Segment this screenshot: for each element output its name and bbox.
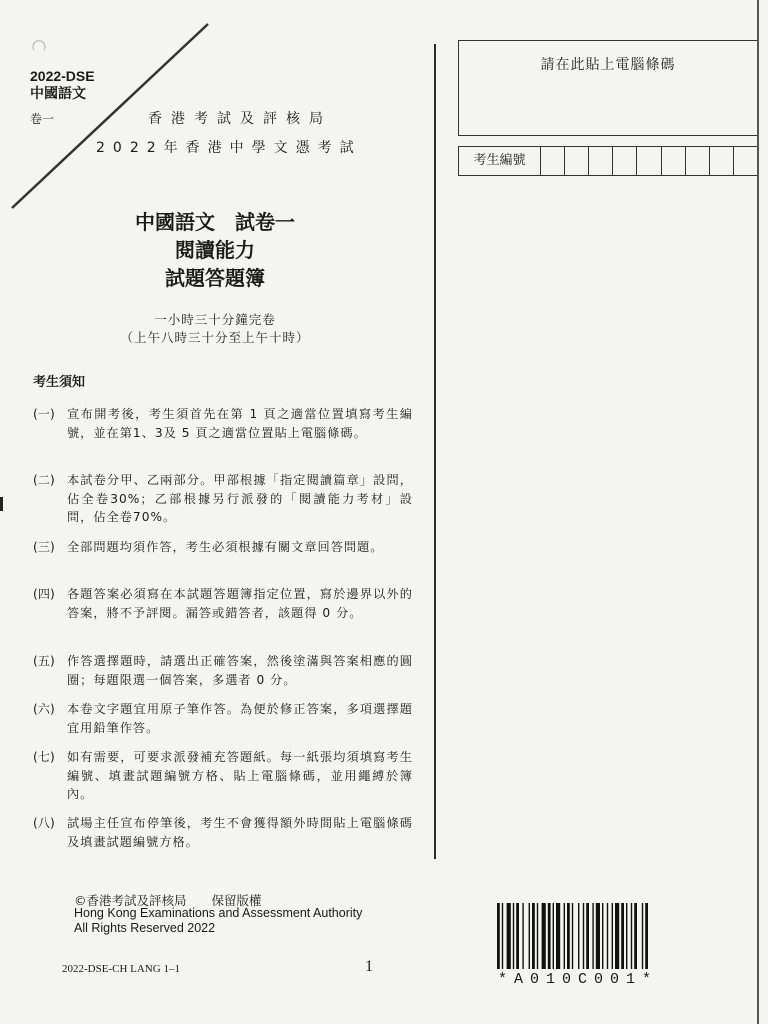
margin-mark <box>0 497 3 511</box>
barcode-bar <box>642 903 643 969</box>
page-number: 1 <box>365 958 373 975</box>
candidate-number-row <box>458 146 758 176</box>
title-line-2: 閱讀能力 <box>175 238 255 262</box>
title-line-3: 試題答題簿 <box>165 266 265 290</box>
barcode-bar <box>631 903 632 969</box>
header-code-block <box>30 68 95 102</box>
instruction-item <box>33 538 413 557</box>
barcode-bar <box>612 903 613 969</box>
instruction-text: 各題答案必須寫在本試題答題簿指定位置，寫於邊界以外的答案，將不予評閱。漏答或錯答者，該題得 0 分。 <box>67 587 413 620</box>
instruction-item <box>33 585 413 622</box>
instruction-number: (一) <box>33 407 55 421</box>
instruction-item <box>33 814 413 851</box>
barcode-bar <box>548 903 551 969</box>
barcode-bar <box>578 903 579 969</box>
barcode-bar <box>522 903 523 969</box>
instruction-number: (七) <box>33 750 55 764</box>
barcode-bar <box>621 903 624 969</box>
barcode-bar <box>626 903 627 969</box>
barcode-bar <box>516 903 519 969</box>
exam-time-range: （上午八時三十分至上午十時） <box>120 330 310 345</box>
instruction-number: (二) <box>33 473 55 487</box>
barcode-bar <box>529 903 530 969</box>
barcode-bar <box>553 903 554 969</box>
barcode-bar <box>592 903 593 969</box>
barcode-bar <box>532 903 535 969</box>
barcode-bar <box>537 903 538 969</box>
barcode-bar <box>583 903 584 969</box>
candidate-number-label: 考生編號 <box>459 147 541 175</box>
barcode-bar <box>564 903 565 969</box>
barcode-bar <box>615 903 619 969</box>
exam-name: 2022年香港中學文憑考試 <box>96 140 362 156</box>
barcode-bar <box>602 903 603 969</box>
instruction-item <box>33 471 413 527</box>
candidate-digit-cell[interactable] <box>589 147 613 175</box>
exam-duration: 一小時三十分鐘完卷 <box>154 312 276 327</box>
candidate-digit-cell[interactable] <box>686 147 710 175</box>
instruction-number: (八) <box>33 816 55 830</box>
candidate-digit-cell[interactable] <box>662 147 686 175</box>
copyright-rights: All Rights Reserved 2022 <box>74 921 216 935</box>
candidate-digit-cell[interactable] <box>541 147 565 175</box>
paper-label: 卷一 <box>30 112 55 126</box>
candidate-digit-cell[interactable] <box>637 147 661 175</box>
barcode-bar <box>502 903 503 969</box>
authority-name: 香港考試及評核局 <box>148 111 332 127</box>
page-divider <box>434 44 436 859</box>
barcode-bar <box>607 903 608 969</box>
copyright-chinese: ©香港考試及評核局 保留版權 <box>74 893 262 908</box>
candidate-digit-cell[interactable] <box>565 147 589 175</box>
candidate-digit-cell[interactable] <box>734 147 757 175</box>
subject-name: 中國語文 <box>30 85 86 101</box>
candidate-digit-cell[interactable] <box>710 147 734 175</box>
barcode-bar <box>634 903 637 969</box>
instruction-number: (六) <box>33 702 55 716</box>
instruction-text: 如有需要，可要求派發補充答題紙。每一紙張均須填寫考生編號、填畫試題編號方格、貼上電腦條碼，並用繩縛於簿內。 <box>67 750 413 801</box>
instruction-item <box>33 700 413 737</box>
instruction-text: 宣布開考後，考生須首先在第 1 頁之適當位置填寫考生編號，並在第1、3及 5 頁之適當位置貼上電腦條碼。 <box>67 407 413 440</box>
instruction-number: (四) <box>33 587 55 601</box>
instruction-text: 本試卷分甲、乙兩部分。甲部根據「指定閱讀篇章」設問，佔全卷30%；乙部根據另行派發的「閱讀能力考材」設問，佔全卷70%。 <box>67 473 413 524</box>
barcode-graphic <box>496 903 726 969</box>
instruction-text: 試場主任宣布停筆後，考生不會獲得額外時間貼上電腦條碼及填畫試題編號方格。 <box>67 816 413 849</box>
instruction-number: (五) <box>33 654 55 668</box>
paper-code: 2022-DSE-CH LANG 1–1 <box>62 963 180 975</box>
instructions-heading: 考生須知 <box>33 375 86 390</box>
exam-code: 2022-DSE <box>30 68 95 84</box>
barcode-text: *A010C001* <box>498 971 659 988</box>
instruction-text: 作答選擇題時，請選出正確答案，然後塗滿與答案相應的圓圈；每題限選一個答案，多選者 0 分。 <box>67 654 413 687</box>
instruction-item <box>33 652 413 689</box>
barcode-bar <box>586 903 589 969</box>
barcode-bar <box>542 903 546 969</box>
instruction-text: 全部問題均須作答，考生必須根據有關文章回答問題。 <box>67 540 384 554</box>
barcode-bar <box>572 903 573 969</box>
instruction-number: (三) <box>33 540 55 554</box>
barcode-sticker-box[interactable] <box>458 40 758 136</box>
barcode-bar <box>497 903 500 969</box>
copyright-english: Hong Kong Examinations and Assessment Authority <box>74 906 363 920</box>
barcode-bar <box>596 903 600 969</box>
title-line-1: 中國語文 試卷一 <box>135 210 295 234</box>
barcode-box-label: 請在此貼上電腦條碼 <box>540 57 676 73</box>
barcode-bar <box>567 903 570 969</box>
barcode-bar <box>556 903 560 969</box>
barcode-bar <box>507 903 511 969</box>
candidate-digit-cell[interactable] <box>613 147 637 175</box>
page-edge-line <box>757 0 759 1024</box>
instruction-item <box>33 748 413 804</box>
barcode-bar <box>513 903 514 969</box>
barcode-bar <box>645 903 648 969</box>
instruction-text: 本卷文字題宜用原子筆作答。為便於修正答案，多項選擇題宜用鉛筆作答。 <box>67 702 413 735</box>
instruction-item <box>33 405 413 442</box>
